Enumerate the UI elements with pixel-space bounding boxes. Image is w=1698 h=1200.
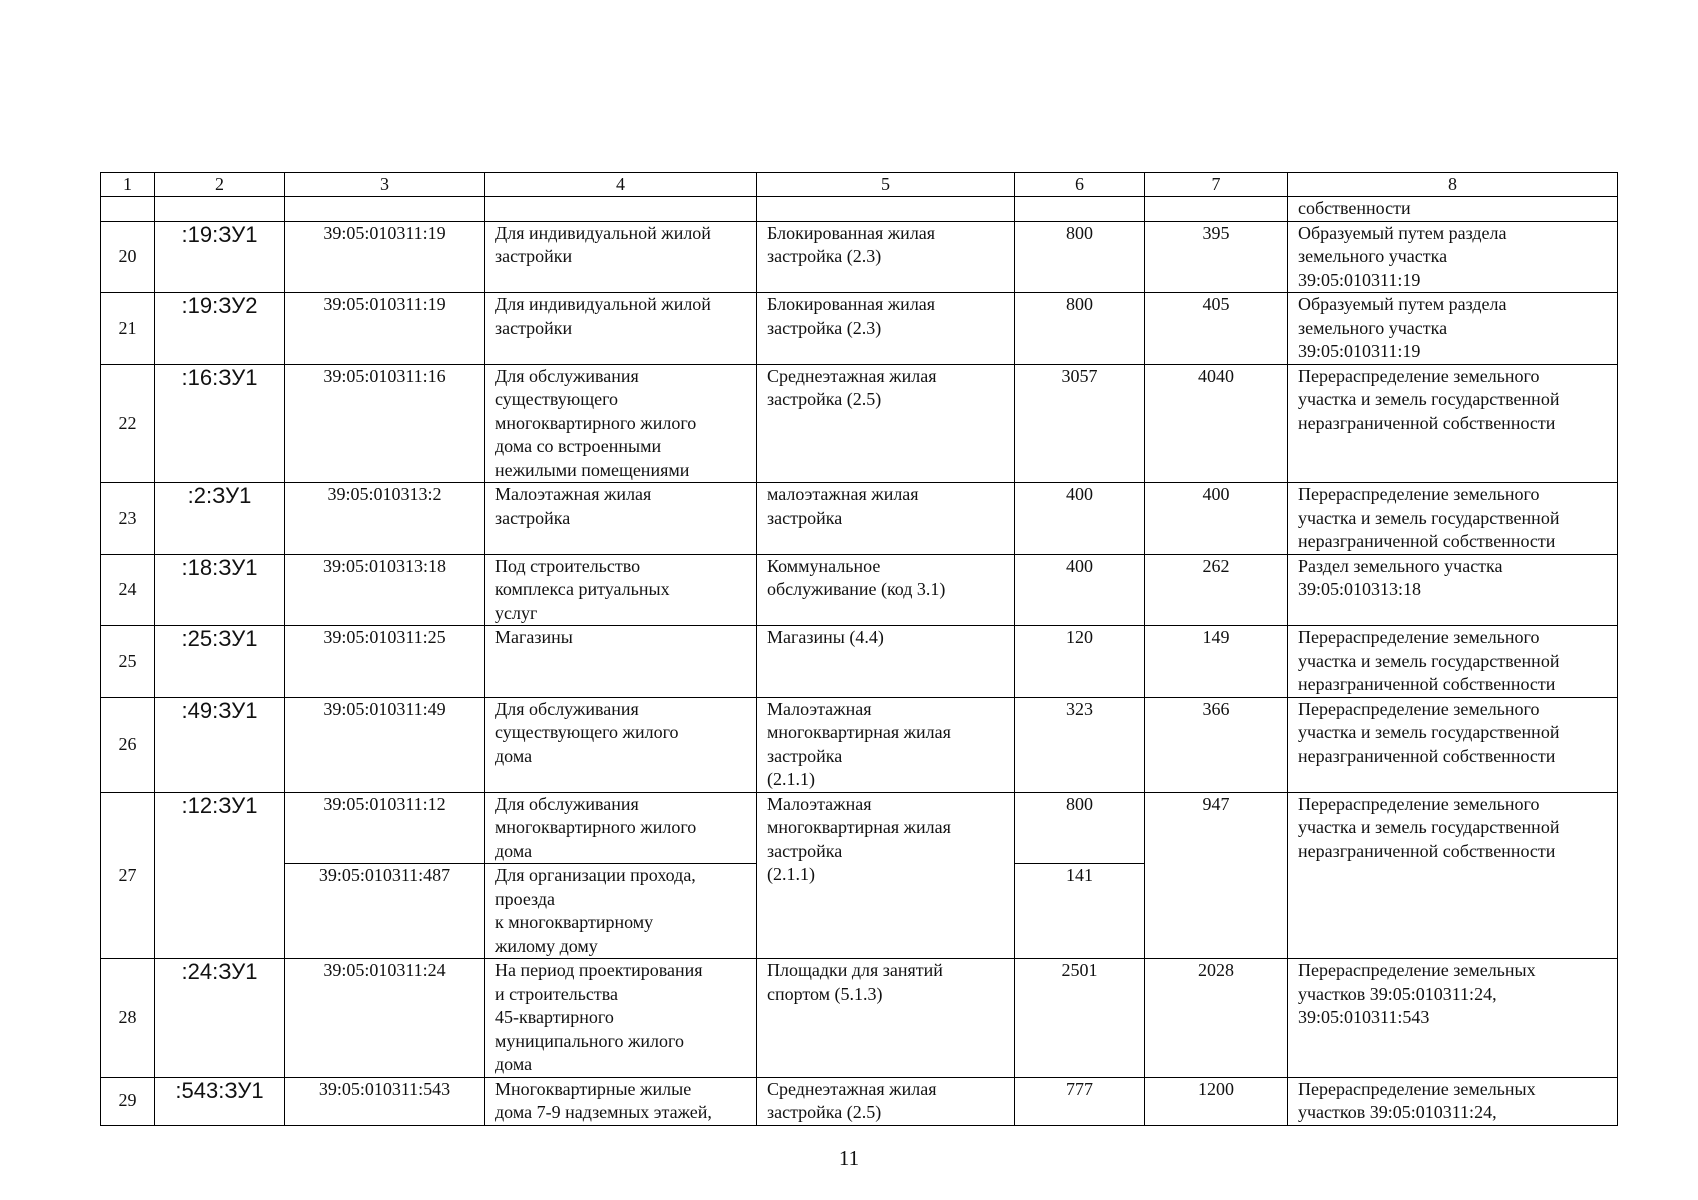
area-formed: 947 <box>1145 792 1288 959</box>
column-number: 8 <box>1288 173 1618 197</box>
use-type: Блокированная жилая застройка (2.3) <box>757 221 1015 293</box>
empty-cell <box>757 197 1015 222</box>
empty-cell <box>101 197 155 222</box>
plot-code: :49:ЗУ1 <box>155 697 285 792</box>
plot-code: :25:ЗУ1 <box>155 626 285 698</box>
use-type: малоэтажная жилая застройка <box>757 483 1015 555</box>
area-existing: 2501 <box>1015 959 1145 1078</box>
land-plots-table <box>100 172 1618 1126</box>
empty-cell <box>285 197 485 222</box>
column-number: 4 <box>485 173 757 197</box>
permitted-use: Для обслуживания существующего многоквартирного жилого дома со встроенными нежилыми помещениями <box>485 364 757 483</box>
plot-code: :18:ЗУ1 <box>155 554 285 626</box>
formation-note: Образуемый путем раздела земельного участка 39:05:010311:19 <box>1288 221 1618 293</box>
empty-cell <box>485 197 757 222</box>
note-cell: собственности <box>1288 197 1618 222</box>
continuation-row <box>101 197 1618 222</box>
formation-note: Перераспределение земельного участка и земель государственной неразграниченной собственности <box>1288 697 1618 792</box>
cadastral-number: 39:05:010313:2 <box>285 483 485 555</box>
use-type: Малоэтажная многоквартирная жилая застройка (2.1.1) <box>757 697 1015 792</box>
cadastral-number: 39:05:010311:19 <box>285 293 485 365</box>
area-existing: 120 <box>1015 626 1145 698</box>
area-formed: 2028 <box>1145 959 1288 1078</box>
use-type: Коммунальное обслуживание (код 3.1) <box>757 554 1015 626</box>
table-row <box>101 959 1618 1078</box>
area-existing: 800 <box>1015 221 1145 293</box>
permitted-use: На период проектирования и строительства 45-квартирного муниципального жилого дома <box>485 959 757 1078</box>
area-formed: 400 <box>1145 483 1288 555</box>
plot-code: :543:ЗУ1 <box>155 1077 285 1125</box>
table-row <box>101 364 1618 483</box>
area-existing: 323 <box>1015 697 1145 792</box>
cadastral-number: 39:05:010311:49 <box>285 697 485 792</box>
page-number: 11 <box>838 1146 860 1170</box>
permitted-use: Для обслуживания многоквартирного жилого дома <box>485 792 757 864</box>
formation-note: Образуемый путем раздела земельного участка 39:05:010311:19 <box>1288 293 1618 365</box>
column-number: 5 <box>757 173 1015 197</box>
permitted-use: Магазины <box>485 626 757 698</box>
area-formed: 405 <box>1145 293 1288 365</box>
row-number: 28 <box>101 959 155 1078</box>
empty-cell <box>1145 197 1288 222</box>
use-type: Среднеэтажная жилая застройка (2.5) <box>757 1077 1015 1125</box>
row-number: 27 <box>101 792 155 959</box>
table-row <box>101 293 1618 365</box>
permitted-use: Малоэтажная жилая застройка <box>485 483 757 555</box>
area-existing: 777 <box>1015 1077 1145 1125</box>
row-number: 29 <box>101 1077 155 1125</box>
use-type: Площадки для занятий спортом (5.1.3) <box>757 959 1015 1078</box>
row-number: 21 <box>101 293 155 365</box>
cadastral-number: 39:05:010311:25 <box>285 626 485 698</box>
cadastral-number: 39:05:010311:12 <box>285 792 485 864</box>
area-formed: 395 <box>1145 221 1288 293</box>
row-number: 22 <box>101 364 155 483</box>
column-number: 6 <box>1015 173 1145 197</box>
area-formed: 1200 <box>1145 1077 1288 1125</box>
table-row <box>101 792 1618 864</box>
formation-note: Перераспределение земельного участка и земель государственной неразграниченной собственности <box>1288 626 1618 698</box>
use-type: Магазины (4.4) <box>757 626 1015 698</box>
plot-code: :16:ЗУ1 <box>155 364 285 483</box>
row-number: 24 <box>101 554 155 626</box>
area-formed: 262 <box>1145 554 1288 626</box>
formation-note: Раздел земельного участка 39:05:010313:18 <box>1288 554 1618 626</box>
use-type: Малоэтажная многоквартирная жилая застройка (2.1.1) <box>757 792 1015 959</box>
column-number: 2 <box>155 173 285 197</box>
table-row <box>101 554 1618 626</box>
cadastral-number: 39:05:010313:18 <box>285 554 485 626</box>
use-type: Блокированная жилая застройка (2.3) <box>757 293 1015 365</box>
permitted-use: Для индивидуальной жилой застройки <box>485 221 757 293</box>
row-number: 26 <box>101 697 155 792</box>
formation-note: Перераспределение земельного участка и земель государственной неразграниченной собственности <box>1288 483 1618 555</box>
formation-note: Перераспределение земельного участка и земель государственной неразграниченной собственности <box>1288 792 1618 959</box>
cadastral-number: 39:05:010311:543 <box>285 1077 485 1125</box>
area-existing: 800 <box>1015 293 1145 365</box>
plot-code: :24:ЗУ1 <box>155 959 285 1078</box>
area-existing: 800 <box>1015 792 1145 864</box>
area-formed: 4040 <box>1145 364 1288 483</box>
plot-code: :19:ЗУ1 <box>155 221 285 293</box>
cadastral-number: 39:05:010311:19 <box>285 221 485 293</box>
area-existing: 3057 <box>1015 364 1145 483</box>
table-row <box>101 1077 1618 1125</box>
row-number: 23 <box>101 483 155 555</box>
cadastral-number: 39:05:010311:16 <box>285 364 485 483</box>
plot-code: :2:ЗУ1 <box>155 483 285 555</box>
area-formed: 366 <box>1145 697 1288 792</box>
area-existing: 400 <box>1015 554 1145 626</box>
table-row <box>101 626 1618 698</box>
row-number: 20 <box>101 221 155 293</box>
table-row <box>101 221 1618 293</box>
formation-note: Перераспределение земельных участков 39:05:010311:24, 39:05:010311:543 <box>1288 959 1618 1078</box>
row-number: 25 <box>101 626 155 698</box>
table-row <box>101 697 1618 792</box>
empty-cell <box>155 197 285 222</box>
permitted-use: Многоквартирные жилые дома 7-9 надземных этажей, <box>485 1077 757 1125</box>
permitted-use: Для обслуживания существующего жилого дома <box>485 697 757 792</box>
plot-code: :19:ЗУ2 <box>155 293 285 365</box>
column-number: 7 <box>1145 173 1288 197</box>
empty-cell <box>1015 197 1145 222</box>
table-row <box>101 483 1618 555</box>
column-number: 1 <box>101 173 155 197</box>
area-existing: 141 <box>1015 864 1145 959</box>
permitted-use: Для организации прохода, проезда к многоквартирному жилому дому <box>485 864 757 959</box>
area-existing: 400 <box>1015 483 1145 555</box>
permitted-use: Под строительство комплекса ритуальных услуг <box>485 554 757 626</box>
column-number-row <box>101 173 1618 197</box>
formation-note: Перераспределение земельных участков 39:05:010311:24, <box>1288 1077 1618 1125</box>
formation-note: Перераспределение земельного участка и земель государственной неразграниченной собственности <box>1288 364 1618 483</box>
area-formed: 149 <box>1145 626 1288 698</box>
use-type: Среднеэтажная жилая застройка (2.5) <box>757 364 1015 483</box>
column-number: 3 <box>285 173 485 197</box>
cadastral-number: 39:05:010311:24 <box>285 959 485 1078</box>
plot-code: :12:ЗУ1 <box>155 792 285 959</box>
permitted-use: Для индивидуальной жилой застройки <box>485 293 757 365</box>
cadastral-number: 39:05:010311:487 <box>285 864 485 959</box>
